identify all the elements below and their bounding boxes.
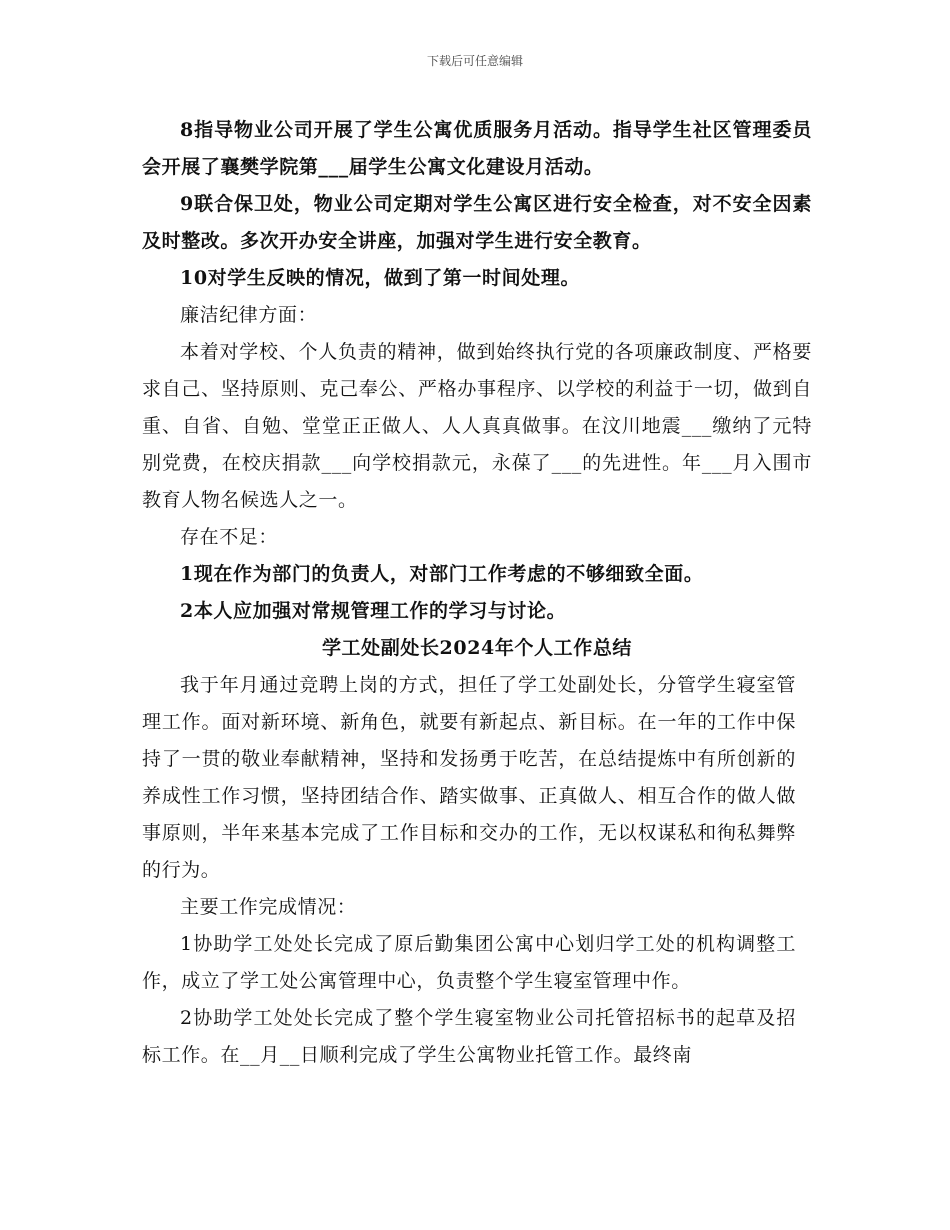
section-annual-summary [142, 667, 812, 1074]
paragraph-work-2: 2协助学工处处长完成了整个学生寝室物业公司托管招标书的起草及招标工作。在__月__日顺利完成了学生公寓物业托管工作。最终南 [142, 1007, 796, 1066]
section-previous-summary [142, 112, 812, 630]
paragraph-work-1: 1协助学工处处长完成了原后勤集团公寓中心划归学工处的机构调整工作，成立了学工处公寓管理中心，负责整个学生寝室管理中作。 [142, 933, 796, 992]
heading-integrity: 廉洁纪律方面： [180, 304, 318, 326]
paragraph-shortcoming-1: 1现在作为部门的负责人，对部门工作考虑的不够细致全面。 [180, 563, 704, 585]
paragraph-item-9: 9联合保卫处，物业公司定期对学生公寓区进行安全检查，对不安全因素及时整改。多次开办安全讲座，加强对学生进行安全教育。 [142, 193, 812, 252]
paragraph-intro: 我于年月通过竞聘上岗的方式，担任了学工处副处长，分管学生寝室管理工作。面对新环境、新角色，就要有新起点、新目标。在一年的工作中保持了一贯的敬业奉献精神，坚持和发扬勇于吃苦，在总结提炼中有所创新的养成性工作习惯，坚持团结合作、踏实做事、正真做人、相互合作的做人做事原则，半年来基本完成了工作目标和交办的工作，无以权谋私和徇私舞弊的行为。 [142, 674, 796, 881]
heading-main-work: 主要工作完成情况： [180, 896, 357, 918]
page-header-note: 下载后可任意编辑 [426, 54, 523, 68]
paragraph-item-10: 10对学生反映的情况，做到了第一时间处理。 [180, 267, 581, 289]
paragraph-item-8: 8指导物业公司开展了学生公寓优质服务月活动。指导学生社区管理委员会开展了襄樊学院第___届学生公寓文化建设月活动。 [142, 119, 812, 178]
document-title: 学工处副处长2024年个人工作总结 [321, 637, 633, 659]
document-body [142, 112, 812, 1074]
paragraph-integrity: 本着对学校、个人负责的精神，做到始终执行党的各项廉政制度、严格要求自己、坚持原则、克己奉公、严格办事程序、以学校的利益于一切，做到自重、自省、自勉、堂堂正正做人、人人真真做事。在汶川地震___缴纳了元特别党费，在校庆捐款___向学校捐款元，永葆了___的先进性。年___月入围市教育人物名候选人之一。 [142, 341, 812, 511]
heading-shortcomings: 存在不足： [180, 526, 279, 548]
paragraph-shortcoming-2: 2本人应加强对常规管理工作的学习与讨论。 [180, 600, 567, 622]
